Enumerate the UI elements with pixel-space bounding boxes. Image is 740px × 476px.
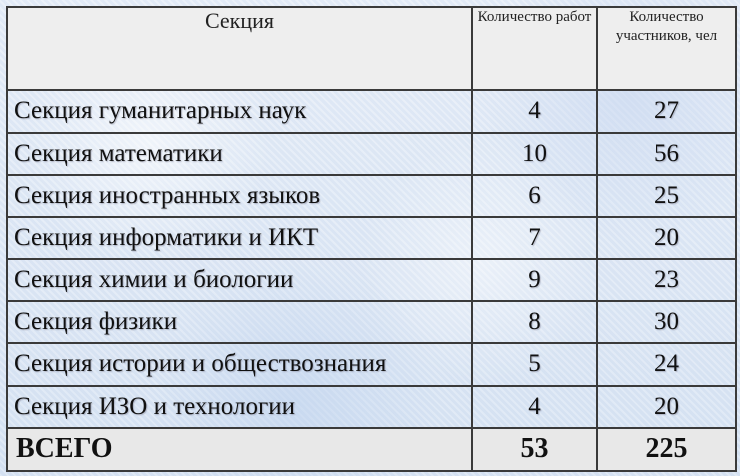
participants-count: 27 <box>597 90 736 132</box>
table-row <box>7 217 736 259</box>
participants-count: 20 <box>597 386 736 428</box>
table-row <box>7 175 736 217</box>
section-name: Секция иностранных языков <box>7 175 472 217</box>
works-count: 8 <box>472 301 597 343</box>
works-count: 7 <box>472 217 597 259</box>
table-row <box>7 259 736 301</box>
table-row <box>7 386 736 428</box>
participants-count: 25 <box>597 175 736 217</box>
participants-count: 20 <box>597 217 736 259</box>
section-name: Секция ИЗО и технологии <box>7 386 472 428</box>
section-name: Секция истории и обществознания <box>7 343 472 385</box>
sections-table <box>6 6 737 472</box>
participants-count: 30 <box>597 301 736 343</box>
section-name: Секция информатики и ИКТ <box>7 217 472 259</box>
total-works-count: 53 <box>472 428 597 471</box>
works-count: 6 <box>472 175 597 217</box>
header-works-count: Количество работ <box>472 7 597 90</box>
section-name: Секция математики <box>7 133 472 175</box>
works-count: 10 <box>472 133 597 175</box>
section-name: Секция гуманитарных наук <box>7 90 472 132</box>
works-count: 5 <box>472 343 597 385</box>
participants-count: 23 <box>597 259 736 301</box>
participants-count: 56 <box>597 133 736 175</box>
table-row <box>7 343 736 385</box>
header-row <box>7 7 736 90</box>
works-count: 4 <box>472 386 597 428</box>
works-count: 9 <box>472 259 597 301</box>
section-name: Секция физики <box>7 301 472 343</box>
total-row <box>7 428 736 471</box>
table-row <box>7 133 736 175</box>
total-participants-count: 225 <box>597 428 736 471</box>
total-label: ВСЕГО <box>7 428 472 471</box>
table-row <box>7 90 736 132</box>
section-name: Секция химии и биологии <box>7 259 472 301</box>
header-section: Секция <box>7 7 472 90</box>
participants-count: 24 <box>597 343 736 385</box>
works-count: 4 <box>472 90 597 132</box>
header-participants-count: Количество участников, чел <box>597 7 736 90</box>
table-row <box>7 301 736 343</box>
